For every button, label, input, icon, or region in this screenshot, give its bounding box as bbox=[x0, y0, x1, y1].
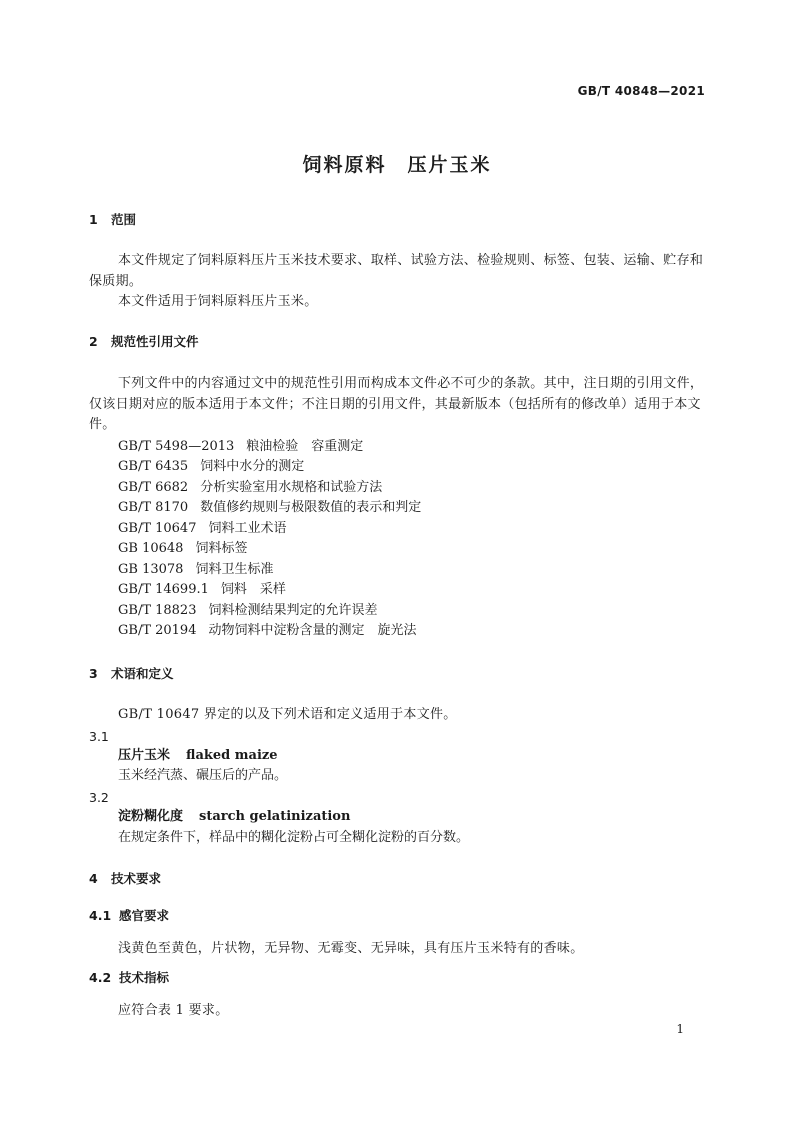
terms-intro: GB/T 10647 界定的以及下列术语和定义适用于本文件。 bbox=[118, 707, 457, 722]
reference-code: GB/T 6682 bbox=[118, 480, 189, 495]
reference-title: 饲料工业术语 bbox=[208, 521, 287, 536]
term-definition: 在规定条件下，样品中的糊化淀粉占可全糊化淀粉的百分数。 bbox=[118, 830, 470, 845]
section-number: 1 bbox=[89, 212, 98, 227]
section-4-heading bbox=[89, 871, 161, 887]
reference-code: GB/T 5498—2013 bbox=[118, 439, 235, 454]
reference-title: 饲料 采样 bbox=[220, 582, 286, 597]
section-1-heading bbox=[89, 212, 136, 228]
reference-code: GB/T 18823 bbox=[118, 603, 197, 618]
document-title: 饲料原料 压片玉米 bbox=[302, 154, 492, 176]
reference-item bbox=[118, 520, 287, 538]
term-number: 3.2 bbox=[89, 790, 109, 805]
section-2-heading bbox=[89, 334, 199, 350]
section-3-heading bbox=[89, 666, 174, 682]
normative-refs-intro: 下列文件中的内容通过文中的规范性引用而构成本文件必不可少的条款。其中，注日期的引用文件，仅该日期对应的版本适用于本文件；不注日期的引用文件，其最新版本（包括所有的修改单）适用于本文件。 bbox=[89, 376, 704, 432]
reference-item bbox=[118, 540, 247, 558]
reference-title: 饲料卫生标准 bbox=[195, 562, 274, 577]
reference-title: 粮油检验 容重测定 bbox=[246, 439, 364, 454]
reference-code: GB/T 14699.1 bbox=[118, 582, 209, 597]
reference-title: 饲料中水分的测定 bbox=[200, 459, 305, 474]
term-number: 3.1 bbox=[89, 729, 109, 744]
reference-title: 饲料检测结果判定的允许误差 bbox=[208, 603, 378, 618]
reference-title: 饲料标签 bbox=[195, 541, 248, 556]
technical-indicators-text: 应符合表 1 要求。 bbox=[118, 1003, 229, 1018]
scope-paragraph-2: 本文件适用于饲料原料压片玉米。 bbox=[118, 294, 318, 309]
section-title: 技术要求 bbox=[111, 871, 162, 886]
reference-title: 数值修约规则与极限数值的表示和判定 bbox=[200, 500, 422, 515]
section-number: 4 bbox=[89, 871, 98, 886]
section-title: 规范性引用文件 bbox=[111, 334, 199, 349]
term-definition: 玉米经汽蒸、碾压后的产品。 bbox=[118, 768, 288, 783]
subsection-number: 4.2 bbox=[89, 970, 112, 985]
scope-paragraph-1: 本文件规定了饲料原料压片玉米技术要求、取样、试验方法、检验规则、标签、包装、运输、贮存和保质期。 bbox=[89, 253, 704, 289]
reference-item bbox=[118, 561, 273, 579]
section-title: 术语和定义 bbox=[111, 666, 174, 681]
term-name-en: flaked maize bbox=[186, 748, 278, 763]
sensory-requirements-text: 浅黄色至黄色，片状物，无异物、无霉变、无异味，具有压片玉米特有的香味。 bbox=[118, 941, 584, 956]
reference-code: GB 13078 bbox=[118, 562, 184, 577]
reference-item bbox=[118, 499, 421, 517]
reference-code: GB/T 20194 bbox=[118, 623, 197, 638]
reference-title: 分析实验室用水规格和试验方法 bbox=[200, 480, 383, 495]
section-number: 3 bbox=[89, 666, 98, 681]
subsection-number: 4.1 bbox=[89, 908, 112, 923]
page-number: 1 bbox=[676, 1022, 684, 1036]
reference-item bbox=[118, 458, 304, 476]
subsection-title: 技术指标 bbox=[119, 970, 170, 985]
reference-code: GB/T 8170 bbox=[118, 500, 189, 515]
standard-code: GB/T 40848—2021 bbox=[577, 84, 705, 98]
term-name-cn: 淀粉糊化度 bbox=[118, 809, 184, 824]
reference-item bbox=[118, 602, 378, 620]
term-name bbox=[118, 748, 278, 764]
reference-code: GB 10648 bbox=[118, 541, 184, 556]
subsection-title: 感官要求 bbox=[119, 908, 170, 923]
reference-code: GB/T 10647 bbox=[118, 521, 197, 536]
reference-item bbox=[118, 438, 363, 456]
term-name-en: starch gelatinization bbox=[199, 809, 351, 824]
reference-item bbox=[118, 479, 382, 497]
section-number: 2 bbox=[89, 334, 98, 349]
reference-item bbox=[118, 581, 286, 599]
section-title: 范围 bbox=[111, 212, 137, 227]
reference-title: 动物饲料中淀粉含量的测定 旋光法 bbox=[208, 623, 417, 638]
subsection-4-1-heading bbox=[89, 908, 169, 924]
term-name bbox=[118, 809, 350, 825]
subsection-4-2-heading bbox=[89, 970, 169, 986]
reference-code: GB/T 6435 bbox=[118, 459, 189, 474]
reference-item bbox=[118, 622, 417, 640]
term-name-cn: 压片玉米 bbox=[118, 748, 171, 763]
